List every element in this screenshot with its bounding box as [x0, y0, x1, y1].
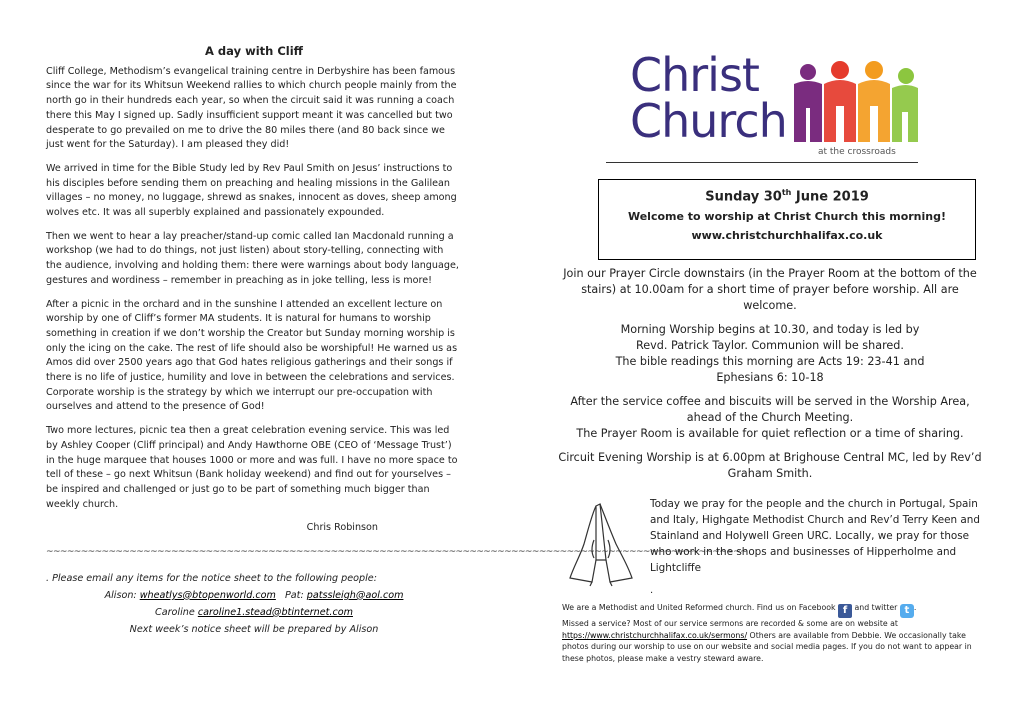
email-link-caroline[interactable]: caroline1.stead@btinternet.com	[197, 606, 353, 618]
article-paragraph: Cliff College, Methodism’s evangelical training centre in Derbyshire has been famous since the war for its Whitsun Weekend rallies to which church people mainly from the north go in their hundreds each year, so when the circuit said it was running a coach there this May I signed up. Sadly insufficient support meant it was cancelled but two desperate to go prevailed on me to drive the 80 miles there (and 80 back since we just went for the Saturday). I am pleased they did!	[46, 65, 457, 151]
date-text-rest: June 2019	[791, 189, 869, 205]
website-url[interactable]: www.christchurchhalifax.co.uk	[691, 229, 883, 243]
logo-tagline: at the crossroads	[818, 147, 896, 157]
footer-text: We occasionally take photos during our worship to use on our website and social media pages. If you do not want to appear in these photos, please make a vestry steward aware.	[562, 630, 972, 663]
email-link-alison[interactable]: wheatlys@btopenworld.com	[139, 589, 276, 601]
notice-morning-worship	[558, 322, 982, 386]
contact-label: Alison:	[104, 589, 137, 601]
stray-dot: .	[650, 585, 654, 596]
contact-label: Pat:	[285, 589, 304, 601]
footer-text: .	[913, 603, 917, 612]
contact-label: Caroline	[155, 606, 195, 618]
notices-column	[558, 266, 982, 490]
footer-notice	[562, 602, 978, 664]
article-title: A day with Cliff	[205, 44, 303, 58]
service-date	[599, 188, 975, 204]
date-suffix: th	[781, 188, 792, 197]
date-text: Sunday 30	[705, 189, 782, 205]
divider: ~~~~~~~~~~~~~~~~~~~~~~~~~~~~~~~~~~~~~~~~~~~~~~~~~~~~~~~~~~~~~~~~~~~~~~~~~~~~~~~~~~~~~~~~~~~~~~~~~~~~~	[46, 547, 748, 558]
contact-line-alison-pat	[46, 587, 462, 604]
logo-text-christ: Christ	[630, 48, 759, 102]
footer-text: We are a Methodist and United Reformed church. Find us on Facebook	[562, 603, 836, 612]
article-signature: Chris Robinson	[306, 522, 378, 534]
twitter-icon[interactable]: t	[900, 604, 914, 618]
email-link-pat[interactable]: patssleigh@aol.com	[306, 589, 404, 601]
church-logo	[630, 48, 920, 160]
notice-evening-worship: Circuit Evening Worship is at 6.00pm at Brighouse Central MC, led by Rev’d Graham Smith.	[558, 451, 982, 480]
article-paragraph: We arrived in time for the Bible Study led by Rev Paul Smith on Jesus’ instructions to his disciples before sending them on preaching and healing missions in the Galilean villages – no money, no luggage, shrewd as snakes, innocent as doves, sheep among wolves etc. It was all superbly explained and passionately expounded.	[46, 162, 457, 219]
notice-line: Ephesians 6: 10-18	[716, 371, 824, 384]
praying-hands-icon	[566, 500, 636, 586]
footer-text: Missed a service? Most of our service sermons are recorded & some are on website at	[562, 619, 898, 628]
footer-text: and twitter	[854, 603, 898, 612]
people-figures-icon	[784, 62, 920, 146]
notice-prayer-circle: Join our Prayer Circle downstairs (in the Prayer Room at the bottom of the stairs) at 10.00am for a short time of prayer before worship. All are welcome.	[563, 267, 977, 312]
contact-block	[46, 570, 462, 638]
prayer-intentions: Today we pray for the people and the church in Portugal, Spain and Italy, Highgate Methodist Church and Rev’d Terry Keen and Stainland and Holywell Green URC. Locally, we pray for those who work in the shops and businesses of Hipperholme and Lightcliffe	[650, 498, 980, 574]
contact-line-caroline	[46, 604, 462, 621]
facebook-icon[interactable]: f	[838, 604, 852, 618]
logo-text-church: Church	[630, 94, 787, 148]
sermons-link[interactable]: https://www.christchurchhalifax.co.uk/sermons/	[562, 630, 748, 640]
notice-line: Morning Worship begins at 10.30, and today is led by	[620, 323, 920, 336]
article-paragraph: Then we went to hear a lay preacher/stand-up comic called Ian Macdonald running a workshop (we had to do things, not just listen) about story-telling, connecting with the audience, involving and holding them: there were warnings about body language, gestures and wordiness – remember in preaching as in joke telling, less is more!	[46, 230, 459, 286]
notice-line: The bible readings this morning are Acts 19: 23-41 and	[615, 355, 925, 368]
email-instructions: . Please email any items for the notice sheet to the following people:	[46, 572, 377, 584]
next-week-note: Next week’s notice sheet will be prepared by Alison	[129, 623, 379, 635]
service-header-box	[598, 179, 976, 260]
notice-line: Revd. Patrick Taylor. Communion will be shared.	[636, 339, 904, 352]
footer-text: Others are available from Debbie.	[747, 630, 882, 640]
logo-underline	[606, 162, 918, 163]
notice-line: The Prayer Room is available for quiet reflection or a time of sharing.	[576, 427, 964, 440]
notice-line: After the service coffee and biscuits will be served in the Worship Area, ahead of the Church Meeting.	[570, 395, 970, 424]
welcome-message: Welcome to worship at Christ Church this morning!	[627, 210, 947, 224]
notice-coffee	[558, 394, 982, 442]
article-paragraph: After a picnic in the orchard and in the sunshine I attended an excellent lecture on worship by one of Cliff’s former MA students. It is natural for humans to worship something in creation if we don’t worship the Creator but Sunday morning worship is only the icing on the cake. The rest of life should also be worshipful! He warned us as Amos did over 2500 years ago that God hates religious gatherings and their songs if there is no life of justice, humility and love in between the celebrations and services. Corporate worship is the strategy by which we interrupt our pre-occupation with ourselves and attend to the presence of God!	[46, 298, 458, 413]
article-paragraph: Two more lectures, picnic tea then a great celebration evening service. This was led by Ashley Cooper (Cliff principal) and Andy Hawthorne OBE (CEO of ‘Message Trust’) in the huge marquee that houses 1000 or more and was full. I have no more space to tell of these – go next Whitsun (Bank holiday weekend) and find out for yourselves – be inspired and challenged or just go to be part of something much bigger than weekly church.	[46, 425, 458, 510]
